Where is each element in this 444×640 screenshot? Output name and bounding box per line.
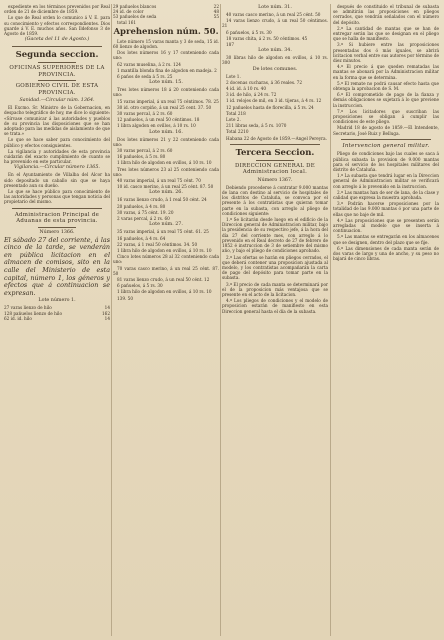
lote-heading: Lote núm. 31. <box>258 5 292 10</box>
column-rule <box>330 4 331 636</box>
section-heading: Segunda seccion. <box>15 50 99 61</box>
subsection-heading: DIRECCION GENERAL DE Administracion local. <box>234 162 316 176</box>
column-4: después de constituido el tribunal de subasta se admitirán las proposiciones en pliegos cerrados, que vendrán señalados con el número del depósito. 2.ª La cantidad de mantas que se han de entregar serán las que se designan en el pliego que se halla de manifiesto. 3.ª Si hubiere entre las proposiciones presentadas dos ó más iguales, se abrirá licitacion verbal entre sus autores por término de diez minutos. 4.ª El precio á que queden rematadas las mantas se abonará por la Administracion militar en la forma que se determina. 5.ª El remate no podrá causar efecto hasta que obtenga la aprobacion de S. M. 6.ª El comprometido de pago de la fianza y demás obligaciones se sujetará á lo que previene la instruccion. 7.ª Los licitadores que suscriban las proposiciones se obligan á cumplir las condiciones de este pliego. Madrid 18 de agosto de 1859.—El Intendente, Secretario, José Ruiz y Belluga. Intervencion general militar. Pliego de condiciones bajo las cuales se saca á pública subasta la provision de 9.000 mantas para el servicio de los hospitales militares del distrito de Cataluña. 1.ª La subasta que tendrá lugar en la Direccion general de Administracion militar se verificará con arreglo á lo prevenido en la instruccion. 2.ª Las mantas han de ser de lana, de la clase y calidad que expresa la muestra aprobada. 3.ª Podrán hacerse proposiciones por la totalidad de las 9.000 mantas ó por una parte de ellas que no baje de mil. 4.ª Las proposiciones que se presenten serán arregladas al modelo que se inserta á continuacion. 5.ª Las mantas se entregarán en los almacenes que se designen, dentro del plazo que se fije. 6.ª Las dimensiones de cada manta serán de dos varas de largo y una de ancho, y su peso no bajará de cinco libras. <box>333 4 439 262</box>
signature-line: Habana 22 de Agosto de 1859.—Angel Pereyra. <box>226 135 327 141</box>
column-3: Lote núm. 31. 40 varas casco merino, á un real 25 cént. 50 14 varas lienzo crudo, á un real 50 céntimos. 21 6 pañuelos, á 5 rs. 30 18 varas chita, á 2 rs. 50 céntimos. 45 187 Lote núm. 34. 30 libras hilo de algodon en ovillos, á 10 rs. 300 De lotes comunes. Lote 1. 2 docenas cucharas, á 36 reales. 72 4 id. id. á 10 rs. 40 3 id. de hilo, á 24 rs. 72 1 id. relojes de mil, en 3 id. tijeras, á 4 rs. 12 12 pañuelos hasta de florecilla, á 5 rs. 24 Total 218 Lote 2. 211 libras seda, á 5 rs. 1070 Total 2210 Habana 22 de Agosto de 1859.—Angel Pereyra. Tercera Seccion. DIRECCION GENERAL DE Administracion local. Número 1367. Debiendo procederse á contratar 9.000 mantas de lana con destino al servicio de hospitales de los distritos de Cataluña, se convoca por el presente á los contratistas que quieran tomar parte en la subasta, con arreglo al pliego de condiciones siguiente: 1.ª Se licitarán desde luego en el edificio de la Direccion general de Administracion militar, bajo la presidencia de su respectivo jefe, á la hora del día 27 del corriente mes, con arreglo á lo prevenido en el Real decreto de 27 de febrero de 1852 é instruccion de 3 de setiembre del mismo año, y bajo el pliego de condiciones aprobado. 2.ª Las ofertas se harán en pliegos cerrados, el que deberá contener una proposicion ajustada al modelo, y los contratistas acompañarán la carta de pago del depósito para tomar parte en la subasta. 3.ª El precio de cada manta se determinará por el de la proposicion más ventajosa que se presente en el acto de la licitacion. 4.ª Los pliegos de condiciones y el modelo de proposicion estarán de manifiesto en esta Direccion general hasta el día de la subasta. <box>222 5 328 314</box>
total-line: Total 218 <box>226 110 246 116</box>
list-item: 29 pañuelos blancos 22 <box>113 4 219 9</box>
divider <box>38 227 76 228</box>
lote-heading: Lote número 1. <box>38 298 76 304</box>
section-heading: Tercera Seccion. <box>235 147 315 158</box>
column-1: expediente en los términos prevenidos por Real orden de 21 de diciembre de 1859. Lo que de Real orden lo comunico á V. E. para su conocimiento y efectos correspondientes. Dios guarde á V. E. muchos años. San Ildefonso 3 de Agosto de 1859. (Gaceta del 11 de Agosto.) Segunda seccion. OFICINAS SUPERIORES DE LA PROVINCIA. GOBIERNO CIVIL DE ESTA PROVINCIA. Sanidad.—Circular núm. 1364. El Excmo. Sr. Ministro de la Gobernacion, en despacho telegráfico de hoy, me dice lo siguiente: «Sírvase comunicar á las autoridades y pueblos de su provincia las disposiciones que se han adoptado para las medidas de aislamiento de que se trata.» Lo que se hace saber para conocimiento del público y efectos consiguientes. La vigilancia y autoridades de esta provincia cuidarán del exacto cumplimiento de cuanto se ha prevenido en este particular. Vigilancia.—Circular número 1365. En el Ayuntamiento de Villalba del Alcor ha sido depositado un caballo sin que se haya presentado aun su dueño. Lo que se hace público para conocimiento de las autoridades y personas que tengan noticia del propietario del mismo. Administracion Principal de Aduanas de esta provincia. Número 1366. El sábado 27 del corriente, á las cinco de la tarde, se venderán en pública licitacion en el almacen de comisos, sito en la calle del Ministerio de esta capital, número 1, los géneros y efectos que á continuacion se expresan. Lote número 1. 27 varas lienzo de hilo 14 128 pañuelos lienzo de hilo 162 62 id. id. hilo 14 <box>4 4 110 321</box>
list-item: 62 id. id. hilo 14 <box>4 315 110 321</box>
numero-label: Número 1367. <box>257 177 293 183</box>
circular-note: Sanidad.—Circular núm. 1364. <box>19 98 95 104</box>
column-rule <box>220 4 221 636</box>
circular-note: Vigilancia.—Circular número 1365. <box>14 165 100 171</box>
list-item: 53 pañuelos de seda 55 <box>113 14 219 20</box>
divider <box>256 160 294 161</box>
column-2: 29 pañuelos blancos 22 24 id. de color 48 53 pañuelos de seda 55 total 161 Aprehension núm. 50. Lote número 15 varas manta y 3 de seda, 15 id. 60 lienzo de algodon. Dos lotes números 16 y 17 conteniendo cada uno: 62 varas muselina, á 2 rs. 124 1 mantilla blonda fina de algodon en madeja. 2 6 paños de seda á 5 rs. 25 Lote núm. 15. Tres lotes números 18 á 20 conteniendo cada uno: 15 varas imperial, á un real 75 céntimos. 78. 25 30 id. otro corpiño, á un real 25 cent. 37. 50 30 varas percal, á 2 rs. 60 12 pañuelos, á un real 50 céntimos. 18 1 libra algodon en ovillos, á 10 rs. 10 Lote núm. 16. Dos lotes números 21 y 22 conteniendo cada uno: 30 varas percal, á 2 rs. 60 16 pañuelos, á 5 rs. 80 1 libra hilo de algodon en ovillos, á 10 rs. 10 Tres lotes números 23 al 25 conteniendo cada uno: 40 varas imperial, á un real 75 cént. 70 10 id. casco merino, á un real 25 cént. 87. 50 Lote núm. 26. 16 varas lienzo crudo, á 1 real 50 cént. 24 20 pañuelos, á 4 rs. 80 30 varas, á 75 cént. 19. 20 2 varas percal, á 2 rs. 60 Lote núm. 27. 35 varas imperial, á un real 75 cént. 61. 25 16 pañuelos, á 4 rs. 64 22 varas, á 1 real 50 céntimos. 34. 50 1 libra hilo de algodon en ovillos, á 10 rs. 10 Cinco lotes números 28 al 32 conteniendo cada uno: 70 varas casco merino, á un real 25 cént. 87. 50 81 varas lienzo crudo, á un real 50 cént. 12 6 pañuelos, á 5 rs. 30 1 libra hilo de algodon en ovillos, á 10 rs. 10 139. 50 <box>113 4 219 301</box>
list-item: 24 id. de color 48 <box>113 9 219 15</box>
admin-heading: Administracion Principal de Aduanas de esta provincia. <box>14 211 100 225</box>
list-item: 27 varas lienzo de hilo 14 <box>4 305 110 311</box>
subsection-heading: Intervencion general militar. <box>342 142 430 149</box>
divider <box>230 144 320 145</box>
divider <box>12 46 102 47</box>
column-rule <box>111 4 112 636</box>
signature-line: Madrid 18 de agosto de 1859.—El Intendente, Secretario, José Ruiz y Belluga. <box>333 125 439 136</box>
aprehension-heading: Aprehension núm. 50. <box>113 26 219 37</box>
list-item: 128 pañuelos lienzo de hilo 162 <box>4 310 110 316</box>
subsection-heading: OFICINAS SUPERIORES DE LA PROVINCIA. <box>9 65 105 78</box>
total-line: Total 2210 <box>226 129 249 135</box>
divider <box>12 208 102 209</box>
subsection-heading: GOBIERNO CIVIL DE ESTA PROVINCIA. <box>15 83 99 96</box>
divider <box>341 139 431 140</box>
auction-notice: El sábado 27 del corriente, á las cinco de la tarde, se venderán en pública licitacion en el almacen de comisos, sito en la calle del Ministerio de esta capital, número 1, los géneros y efectos que á continuacion se expresan. <box>4 235 110 297</box>
divider <box>38 62 76 63</box>
numero-label: Número 1366. <box>39 229 75 235</box>
lead-paragraph: expediente en los términos prevenidos por Real orden de 21 de diciembre de 1859. <box>4 4 110 15</box>
divider <box>38 80 76 81</box>
